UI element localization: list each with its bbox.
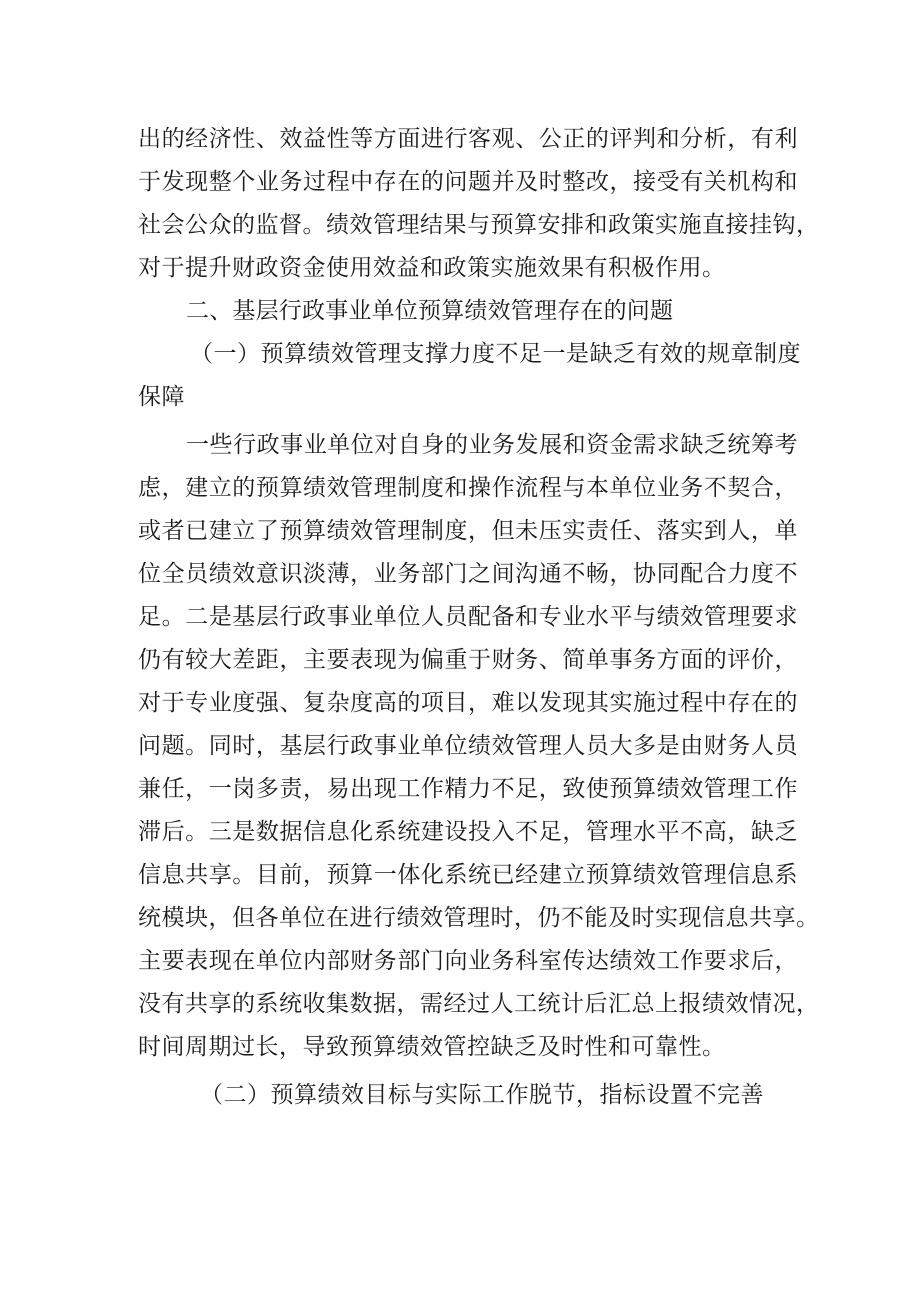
paragraph-line: 信息共享。目前，预算一体化系统已经建立预算绩效管理信息系 [138,862,798,888]
subheading-2: （二）预算绩效目标与实际工作脱节，指标设置不完善 [200,1082,764,1108]
paragraph-line: 一些行政事业单位对自身的业务发展和资金需求缺乏统筹考 [186,432,798,458]
paragraph-line: 出的经济性、效益性等方面进行客观、公正的评判和分析，有利 [138,126,798,152]
paragraph-line: 或者已建立了预算绩效管理制度，但未压实责任、落实到人，单 [138,518,798,544]
paragraph-line: 没有共享的系统收集数据，需经过人工统计后汇总上报绩效情况， [138,991,820,1017]
paragraph-line: 位全员绩效意识淡薄，业务部门之间沟通不畅，协同配合力度不 [138,561,798,587]
paragraph-line: 虑，建立的预算绩效管理制度和操作流程与本单位业务不契合， [138,475,798,501]
paragraph-line: 问题。同时，基层行政事业单位绩效管理人员大多是由财务人员 [138,733,798,759]
paragraph-line: 于发现整个业务过程中存在的问题并及时整改，接受有关机构和 [138,169,798,195]
paragraph-line: 统模块，但各单位在进行绩效管理时，仍不能及时实现信息共享。 [138,905,820,931]
paragraph-line: 主要表现在单位内部财务部门向业务科室传达绩效工作要求后， [138,948,798,974]
paragraph-line: 时间周期过长，导致预算绩效管控缺乏及时性和可靠性。 [138,1034,726,1060]
subheading-1-line-2: 保障 [138,384,185,410]
paragraph-line: 对于专业度强、复杂度高的项目，难以发现其实施过程中存在的 [138,690,798,716]
paragraph-line: 兼任，一岗多责，易出现工作精力不足，致使预算绩效管理工作 [138,776,798,802]
subheading-1-line-1: （一）预算绩效管理支撑力度不足一是缺乏有效的规章制度 [190,341,801,367]
paragraph-line: 滞后。三是数据信息化系统建设投入不足，管理水平不高，缺乏 [138,819,798,845]
paragraph-line: 对于提升财政资金使用效益和政策实施效果有积极作用。 [138,255,726,281]
section-heading: 二、基层行政事业单位预算绩效管理存在的问题 [186,298,674,324]
paragraph-line: 足。二是基层行政事业单位人员配备和专业水平与绩效管理要求 [138,604,798,630]
paragraph-line: 社会公众的监督。绩效管理结果与预算安排和政策实施直接挂钩， [138,212,820,238]
paragraph-line: 仍有较大差距，主要表现为偏重于财务、简单事务方面的评价， [138,647,798,673]
